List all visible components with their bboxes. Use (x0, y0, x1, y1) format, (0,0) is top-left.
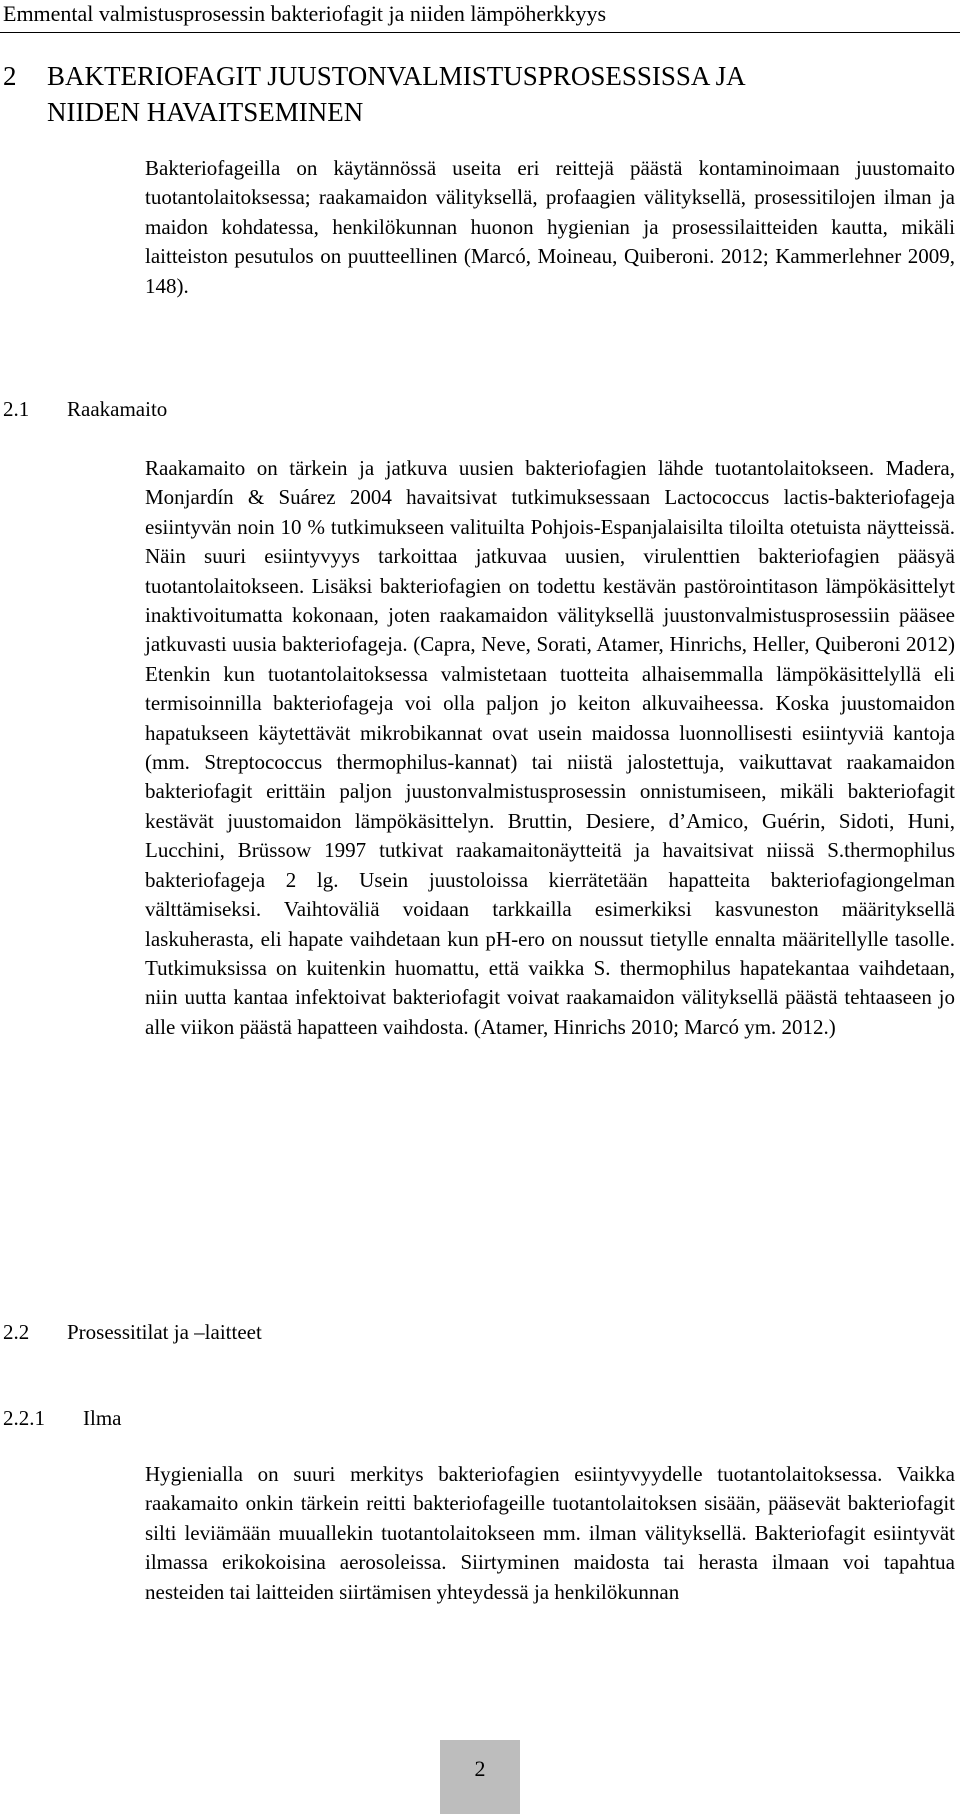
header-rule (0, 32, 960, 33)
section-number: 2.2.1 (3, 1406, 45, 1430)
section-heading-2-2 (3, 1317, 262, 1347)
intro-paragraph: Bakteriofageilla on käytännössä useita eri reittejä päästä kontaminoimaan juustomaito tuotantolaitoksessa; raakamaidon välityksellä, profaagien välityksellä, prosessitilojen ilman ja maidon kohdatessa, henkilökunnan huonon hygienian ja prosessilaitteiden kautta, mikäli laitteiston pesutulos on puutteellinen (Marcó, Moineau, Quiberoni. 2012; Kammerlehner 2009, 148). (145, 156, 955, 298)
section-heading-2-1 (3, 394, 167, 424)
running-header: Emmental valmistusprosessin bakteriofagit ja niiden lämpöherkkyys (3, 1, 607, 26)
chapter-number: 2 (3, 61, 17, 91)
section-title: Ilma (83, 1406, 122, 1430)
section-number: 2.2 (3, 1320, 30, 1344)
raakamaito-paragraph: Raakamaito on tärkein ja jatkuva uusien bakteriofagien lähde tuotantolaitokseen. Madera, Monjardín & Suárez 2004 havaitsivat tutkimuksessaan Lactococcus lactis-bakteriofageja esiintyvän noin 10 % tutkimukseen valituilta Pohjois-Espanjalaisilta tiloilta otetuista näytteissä. Näin suuri esiintyvyys tarkoittaa jatkuvaa uusien, virulenttien bakteriofagien pääsyä tuotantolaitokseen. Lisäksi bakteriofagien on todettu kestävän pastörointitason lämpökäsittelyt inaktivoitumatta kokonaan, joten raakamaidon välityksellä juustonvalmistusprosessiin pääsee jatkuvasti uusia bakteriofageja. (Capra, Neve, Sorati, Atamer, Hinrichs, Heller, Quiberoni 2012) Etenkin kun tuotantolaitoksessa valmistetaan tuotteita alhaisemmalla lämpökäsittelyllä eli termisoinnilla bakteriofageja voi olla paljon jo keiton alkuvaiheessa. Koska juustomaidon hapatukseen käytettävät mikrobikannat ovat usein maidossa luonnollisesti esiintyviä kantoja (mm. Streptococcus thermophilus-kannat) tai niistä jalostettuja, vaikuttavat raakamaidon bakteriofagit erittäin paljon juustonvalmistusprosessin onnistumiseen, mikäli bakteriofagit kestävät juustomaidon lämpökäsittelyn. Bruttin, Desiere, d’Amico, Guérin, Sidoti, Huni, Lucchini, Brüssow 1997 tutkivat raakamaitonäytteitä ja havaitsivat niissä S.thermophilus bakteriofageja 2 lg. Usein juustoloissa kierrätetään hapatteita bakteriofagiongelman välttämiseksi. Vaihtoväliä voidaan tarkkailla esimerkiksi kasvuneston määrityksellä laskuherasta, eli hapate vaihdetaan kun pH-ero on noussut tietylle ennalta määritellylle tasolle. Tutkimuksissa on kuitenkin huomattu, että vaikka S. thermophilus hapatekantaa vaihdetaan, niin uutta kantaa infektoivat bakteriofagit voivat raakamaidon välityksellä päästä tehtaaseen jo alle viikon päästä hapatteen vaihdosta. (Atamer, Hinrichs 2010; Marcó ym. 2012.) (145, 456, 955, 1039)
section-title: Prosessitilat ja –laitteet (67, 1320, 262, 1344)
section-number: 2.1 (3, 397, 30, 421)
chapter-title-line1: BAKTERIOFAGIT JUUSTONVALMISTUSPROSESSISSA JA (47, 61, 746, 91)
section-title: Raakamaito (67, 397, 168, 421)
chapter-title-line2: NIIDEN HAVAITSEMINEN (47, 97, 364, 127)
section-heading-2-2-1 (3, 1403, 121, 1433)
ilma-paragraph: Hygienialla on suuri merkitys bakteriofagien esiintyvyydelle tuotantolaitoksessa. Vaikka raakamaito onkin tärkein reitti bakteriofageille tuotantolaitoksen sisään, pääsevät bakteriofagit silti leviämään muuallekin tuotantolaitokseen mm. ilman välityksellä. Bakteriofagit esiintyvät ilmassa erikokoisina aerosoleissa. Siirtyminen maidosta tai herasta ilmaan voi tapahtua nesteiden tai laitteiden siirtämisen yhteydessä ja henkilökunnan (145, 1462, 955, 1604)
page-number: 2 (440, 1740, 520, 1814)
chapter-heading (3, 58, 933, 130)
